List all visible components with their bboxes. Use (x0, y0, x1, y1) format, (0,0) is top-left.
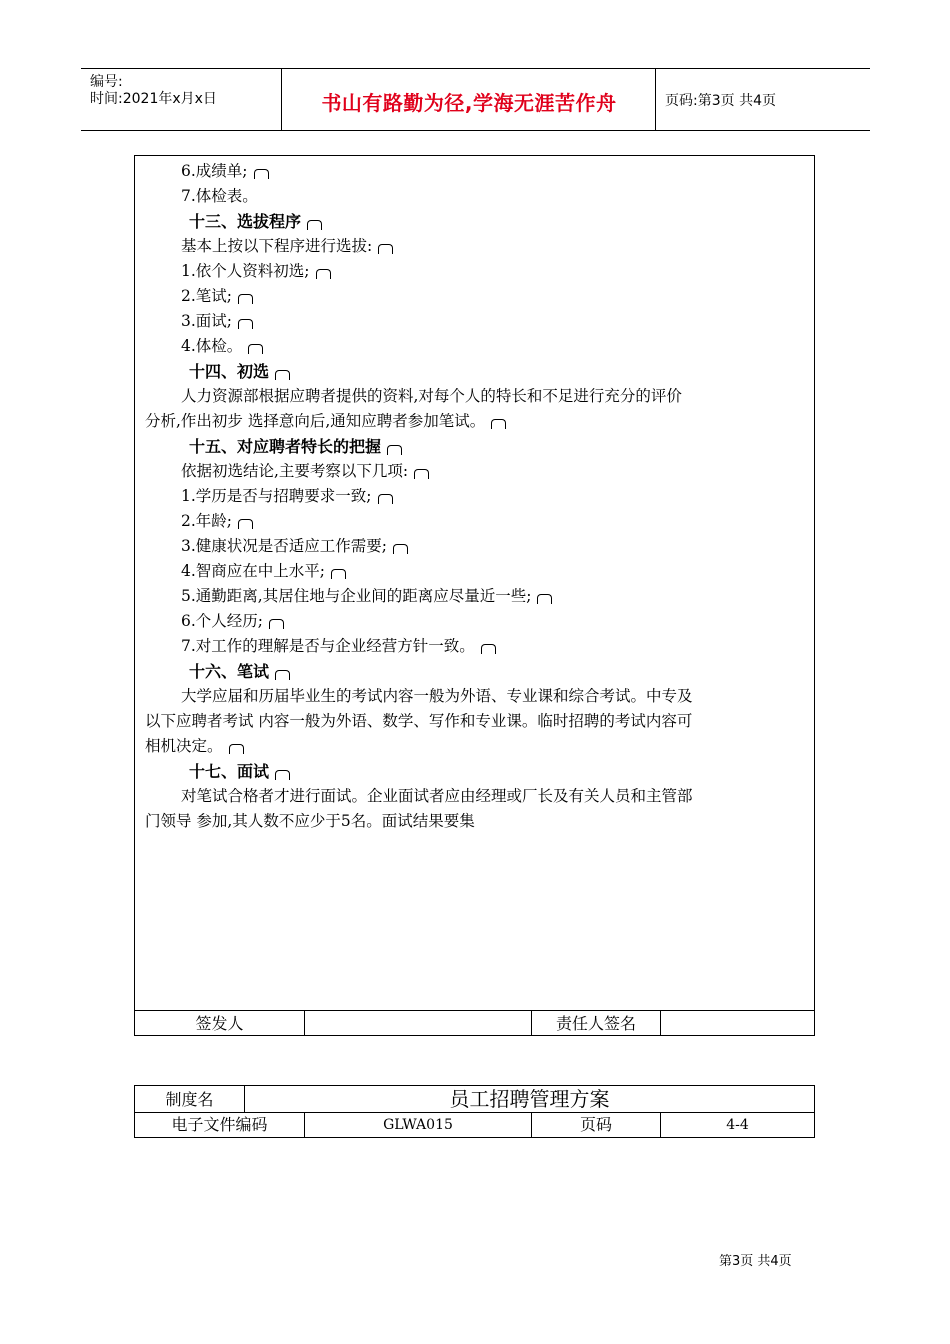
paragraph-mark-icon (238, 519, 253, 529)
footer-page-info: 第3页 共4页 (719, 1254, 792, 1269)
paragraph-mark-icon (331, 569, 346, 579)
file-code-label: 电子文件编码 (171, 1115, 268, 1134)
document-number-label: 编号: (90, 74, 123, 90)
responsible-signature-label: 责任人签名 (555, 1014, 636, 1033)
paragraph-mark-icon (238, 319, 253, 329)
paragraph-line: 大学应届和历届毕业生的考试内容一般为外语、专业课和综合考试。中专及 (181, 687, 693, 705)
system-name-label: 制度名 (165, 1090, 214, 1109)
document-info-table (134, 1085, 815, 1138)
paragraph-line: 对笔试合格者才进行面试。企业面试者应由经理或厂长及有关人员和主管部 (181, 787, 693, 805)
list-item: 7.对工作的理解是否与企业经营方针一致。 (181, 634, 811, 659)
paragraph-mark-icon (238, 294, 253, 304)
paragraph-mark-icon (537, 594, 552, 604)
paragraph-mark-icon (269, 619, 284, 629)
paragraph-line: 相机决定。 (145, 734, 811, 759)
list-item: 2.笔试; (181, 284, 811, 309)
paragraph-mark-icon (387, 445, 402, 455)
paragraph-mark-icon (316, 269, 331, 279)
system-name-value: 员工招聘管理方案 (449, 1087, 610, 1111)
content-frame (134, 155, 815, 1036)
page-label: 页码 (579, 1115, 612, 1134)
list-item: 2.年龄; (181, 509, 811, 534)
paragraph-line: 分析,作出初步 选择意向后,通知应聘者参加笔试。 (145, 409, 811, 434)
paragraph-line: 门领导 参加,其人数不应少于5名。面试结果要集 (145, 812, 475, 830)
paragraph-line: 人力资源部根据应聘者提供的资料,对每个人的特长和不足进行充分的评价 (181, 387, 682, 405)
paragraph-mark-icon (414, 469, 429, 479)
document-body (145, 159, 811, 834)
section-heading: 十七、面试 (181, 759, 811, 784)
list-item: 4.智商应在中上水平; (181, 559, 811, 584)
list-item: 7.体检表。 (181, 187, 258, 205)
section-heading: 十四、初选 (181, 359, 811, 384)
header-motto: 书山有路勤为径,学海无涯苦作舟 (321, 91, 617, 115)
paragraph-mark-icon (275, 770, 290, 780)
section-heading: 十三、选拔程序 (181, 209, 811, 234)
section-heading: 十六、笔试 (181, 659, 811, 684)
page-header (81, 68, 870, 131)
list-item: 1.学历是否与招聘要求一致; (181, 484, 811, 509)
paragraph-mark-icon (275, 670, 290, 680)
list-item: 6.个人经历; (181, 609, 811, 634)
header-divider (655, 69, 656, 130)
header-divider (281, 69, 282, 130)
paragraph-mark-icon (393, 544, 408, 554)
list-item: 3.健康状况是否适应工作需要; (181, 534, 811, 559)
list-item: 1.依个人资料初选; (181, 259, 811, 284)
list-item: 依据初选结论,主要考察以下几项: (181, 459, 811, 484)
signature-row (135, 1010, 814, 1036)
list-item: 基本上按以下程序进行选拔: (181, 234, 811, 259)
page-value: 4-4 (726, 1117, 749, 1133)
paragraph-mark-icon (248, 344, 263, 354)
paragraph-mark-icon (307, 220, 322, 230)
issuer-signature-field[interactable] (305, 1011, 531, 1036)
paragraph-mark-icon (254, 169, 269, 179)
file-code-value: GLWA015 (383, 1117, 453, 1133)
issuer-label: 签发人 (195, 1014, 244, 1033)
paragraph-mark-icon (378, 494, 393, 504)
paragraph-mark-icon (229, 744, 244, 754)
responsible-signature-field[interactable] (661, 1011, 814, 1036)
paragraph-mark-icon (481, 644, 496, 654)
paragraph-mark-icon (275, 370, 290, 380)
document-time-label: 时间:2021年x月x日 (90, 91, 217, 107)
paragraph-line: 以下应聘者考试 内容一般为外语、数学、写作和专业课。临时招聘的考试内容可 (145, 712, 693, 730)
paragraph-mark-icon (378, 244, 393, 254)
section-heading: 十五、对应聘者特长的把握 (181, 434, 811, 459)
list-item: 5.通勤距离,其居住地与企业间的距离应尽量近一些; (181, 584, 811, 609)
paragraph-mark-icon (491, 419, 506, 429)
header-page-info: 页码:第3页 共4页 (665, 93, 776, 109)
list-item: 6.成绩单; (181, 159, 811, 184)
list-item: 4.体检。 (181, 334, 811, 359)
list-item: 3.面试; (181, 309, 811, 334)
